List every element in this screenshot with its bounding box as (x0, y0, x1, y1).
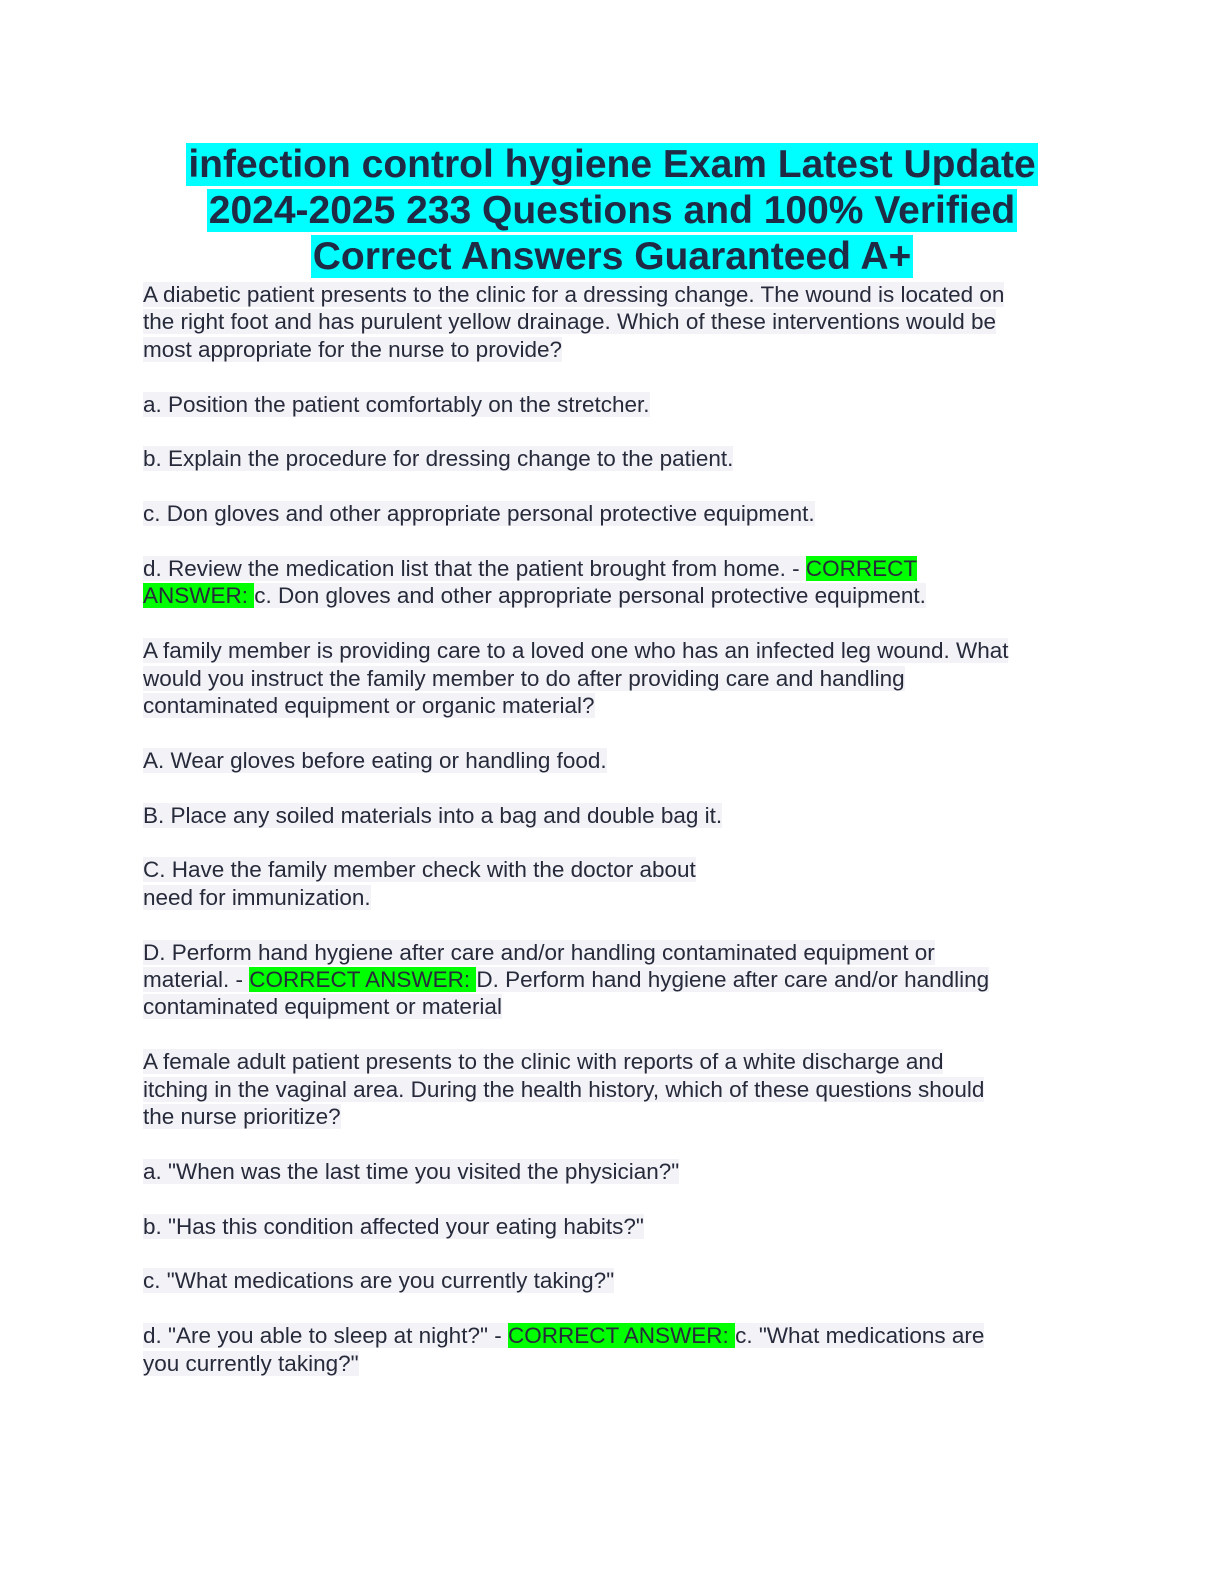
correct-answer-text: c. "What medications are (735, 1323, 985, 1349)
option-text: a. Position the patient comfortably on the stretcher. (143, 391, 650, 417)
option-text: b. "Has this condition affected your eating habits?" (143, 1213, 644, 1239)
answer-option (143, 500, 1073, 527)
document-body (143, 281, 1073, 1377)
option-text: d. "Are you able to sleep at night?" - (143, 1323, 508, 1349)
correct-answer-label: ANSWER: (143, 583, 255, 609)
correct-answer-label: CORRECT (805, 556, 918, 581)
question-stem (143, 1048, 1073, 1130)
question-stem (143, 281, 1073, 363)
text-line: most appropriate for the nurse to provide? (143, 336, 562, 362)
correct-answer-label: CORRECT ANSWER: (249, 967, 477, 993)
text-line: A family member is providing care to a loved one who has an infected leg wound. What (143, 638, 1009, 664)
option-text: c. "What medications are you currently taking?" (143, 1268, 615, 1294)
correct-answer-text: you currently taking?" (143, 1350, 359, 1376)
answer-option (143, 856, 1073, 911)
option-text: need for immunization. (143, 884, 371, 910)
text-line: would you instruct the family member to do after providing care and handling (143, 665, 905, 691)
title-line: infection control hygiene Exam Latest Update (188, 143, 1036, 186)
answer-option (143, 1158, 1073, 1185)
option-text: d. Review the medication list that the patient brought from home. - (143, 556, 806, 581)
option-text: material. - (143, 967, 250, 993)
correct-answer-label: CORRECT ANSWER: (507, 1323, 736, 1349)
option-text: B. Place any soiled materials into a bag and double bag it. (143, 802, 723, 828)
text-line: A diabetic patient presents to the clinic for a dressing change. The wound is located on (143, 282, 1005, 307)
correct-answer-text: contaminated equipment or material (143, 994, 502, 1020)
correct-answer-text: c. Don gloves and other appropriate personal protective equipment. (254, 583, 926, 609)
question-stem (143, 637, 1073, 719)
answer-option (143, 1267, 1073, 1294)
option-text: b. Explain the procedure for dressing change to the patient. (143, 446, 734, 472)
option-text: D. Perform hand hygiene after care and/or handling contaminated equipment or (143, 939, 935, 965)
answer-option (143, 802, 1073, 829)
correct-answer-text: D. Perform hand hygiene after care and/or handling (476, 967, 990, 993)
text-line: the right foot and has purulent yellow drainage. Which of these interventions would be (143, 309, 997, 335)
option-text: c. Don gloves and other appropriate personal protective equipment. (143, 501, 815, 527)
text-line: contaminated equipment or organic material? (143, 693, 595, 719)
document-title (120, 142, 1104, 280)
title-line: 2024-2025 233 Questions and 100% Verified (208, 189, 1016, 232)
answer-option (143, 391, 1073, 418)
option-text: a. "When was the last time you visited the physician?" (143, 1158, 680, 1184)
title-line: Correct Answers Guaranteed A+ (312, 235, 912, 278)
answer-option (143, 445, 1073, 472)
answer-option-with-key (143, 555, 1073, 610)
answer-option (143, 1213, 1073, 1240)
option-text: C. Have the family member check with the doctor about (143, 857, 696, 883)
answer-option-with-key (143, 1322, 1073, 1377)
answer-option (143, 747, 1073, 774)
text-line: A female adult patient presents to the clinic with reports of a white discharge and (143, 1049, 944, 1075)
option-text: A. Wear gloves before eating or handling food. (143, 747, 607, 773)
text-line: the nurse prioritize? (143, 1104, 341, 1130)
answer-option-with-key (143, 939, 1073, 1021)
text-line: itching in the vaginal area. During the health history, which of these questions should (143, 1076, 985, 1102)
